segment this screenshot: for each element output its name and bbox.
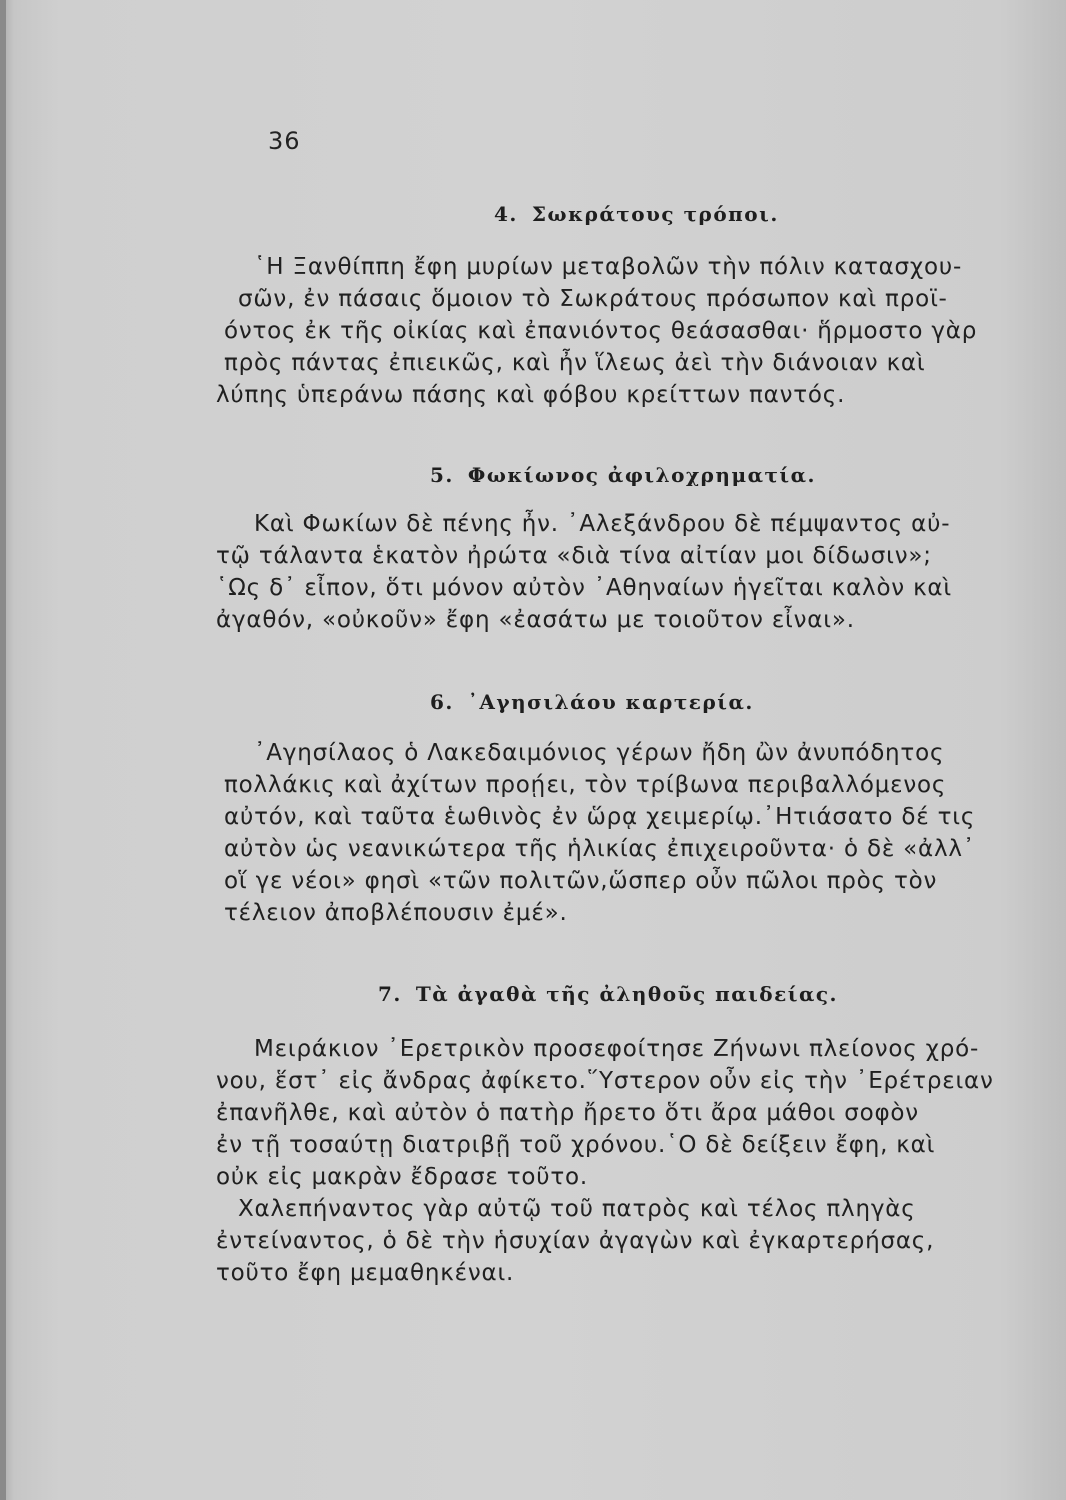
paragraph-line: λύπης ὑπεράνω πάσης καὶ φόβου κρείττων παντός. (216, 382, 846, 408)
paragraph-line: ῾Ως δ᾽ εἶπον, ὅτι μόνον αὐτὸν ᾽Αθηναίων ἡγεῖται καλὸν καὶ (216, 575, 952, 601)
section-title: Σωκράτους τρόποι. (531, 202, 779, 226)
paragraph-line: πρὸς πάντας ἐπιεικῶς, καὶ ἦν ἵλεως ἀεὶ τὴν διάνοιαν καὶ (224, 350, 926, 376)
paragraph-line: ἐντείναντος, ὁ δὲ τὴν ἡσυχίαν ἀγαγὼν καὶ ἐγκαρτερήσας, (216, 1228, 935, 1254)
paragraph-line: ᾽Αγησίλαος ὁ Λακεδαιμόνιος γέρων ἤδη ὢν ἀνυπόδητος (254, 740, 945, 766)
section-title: Φωκίωνος ἀφιλοχρηματία. (467, 463, 816, 487)
paragraph-line: Καὶ Φωκίων δὲ πένης ἦν. ᾽Αλεξάνδρου δὲ πέμψαντος αὐ- (254, 511, 951, 537)
section-heading-6 (430, 690, 754, 714)
paragraph-line: ἐν τῇ τοσαύτῃ διατριβῇ τοῦ χρόνου.῾Ο δὲ δείξειν ἔφη, καὶ (216, 1132, 936, 1158)
section-title: Τὰ ἀγαθὰ τῆς ἀληθοῦς παιδείας. (415, 982, 839, 1006)
paragraph-line: οὐκ εἰς μακρὰν ἔδρασε τοῦτο. (216, 1164, 588, 1190)
section-number: 7. (378, 982, 402, 1006)
section-paragraph-5 (216, 508, 1016, 636)
paragraph-line: Μειράκιον ᾽Ερετρικὸν προσεφοίτησε Ζήνωνι πλείονος χρό- (254, 1036, 980, 1062)
paragraph-line: αὐτὸν ὡς νεανικώτερα τῆς ἡλικίας ἐπιχειροῦντα· ὁ δὲ «ἀλλ᾽ (224, 836, 976, 862)
section-paragraph-4 (216, 251, 1016, 411)
section-title: ᾽Αγησιλάου καρτερία. (467, 690, 754, 714)
paragraph-line: οἵ γε νέοι» φησὶ «τῶν πολιτῶν,ὥσπερ οὖν πῶλοι πρὸς τὸν (224, 868, 938, 894)
paragraph-line: τῷ τάλαντα ἑκατὸν ἠρώτα «διὰ τίνα αἰτίαν μοι δίδωσιν»; (216, 543, 932, 569)
section-heading-4 (494, 202, 779, 226)
section-paragraph-6 (216, 737, 1016, 929)
paragraph-line: πολλάκις καὶ ἀχίτων προῄει, τὸν τρίβωνα περιβαλλόμενος (224, 772, 947, 798)
section-heading-7 (378, 982, 838, 1006)
paragraph-line: Χαλεπήναντος γὰρ αὐτῷ τοῦ πατρὸς καὶ τέλος πληγὰς (238, 1196, 916, 1222)
page-number: 36 (268, 127, 301, 155)
paragraph-line: ῾Η Ξανθίππη ἔφη μυρίων μεταβολῶν τὴν πόλιν κατασχου- (254, 254, 963, 280)
paragraph-line: όντος ἐκ τῆς οἰκίας καὶ ἐπανιόντος θεάσασθαι· ἥρμοστο γὰρ (224, 318, 978, 344)
section-heading-5 (430, 463, 816, 487)
page-spine-shadow (0, 0, 6, 1500)
paragraph-line: ἐπανῆλθε, καὶ αὐτὸν ὁ πατὴρ ἤρετο ὅτι ἄρα μάθοι σοφὸν (216, 1100, 919, 1126)
paragraph-line: αὐτόν, καὶ ταῦτα ἑωθινὸς ἐν ὥρᾳ χειμερίῳ.᾽Ητιάσατο δέ τις (224, 804, 976, 830)
section-paragraph-7 (216, 1033, 1016, 1289)
paragraph-line: νου, ἕστ᾽ εἰς ἄνδρας ἀφίκετο.῞Υστερον οὖν εἰς τὴν ᾽Ερέτρειαν (216, 1068, 994, 1094)
paragraph-line: σῶν, ἐν πάσαις ὅμοιον τὸ Σωκράτους πρόσωπον καὶ προϊ- (238, 286, 948, 312)
section-number: 5. (430, 463, 454, 487)
paragraph-line: τέλειον ἀποβλέπουσιν ἐμέ». (224, 900, 568, 926)
paragraph-line: τοῦτο ἔφη μεμαθηκέναι. (216, 1260, 515, 1286)
section-number: 4. (494, 202, 518, 226)
paragraph-line: ἀγαθόν, «οὐκοῦν» ἔφη «ἐασάτω με τοιοῦτον εἶναι». (216, 607, 855, 633)
section-number: 6. (430, 690, 454, 714)
